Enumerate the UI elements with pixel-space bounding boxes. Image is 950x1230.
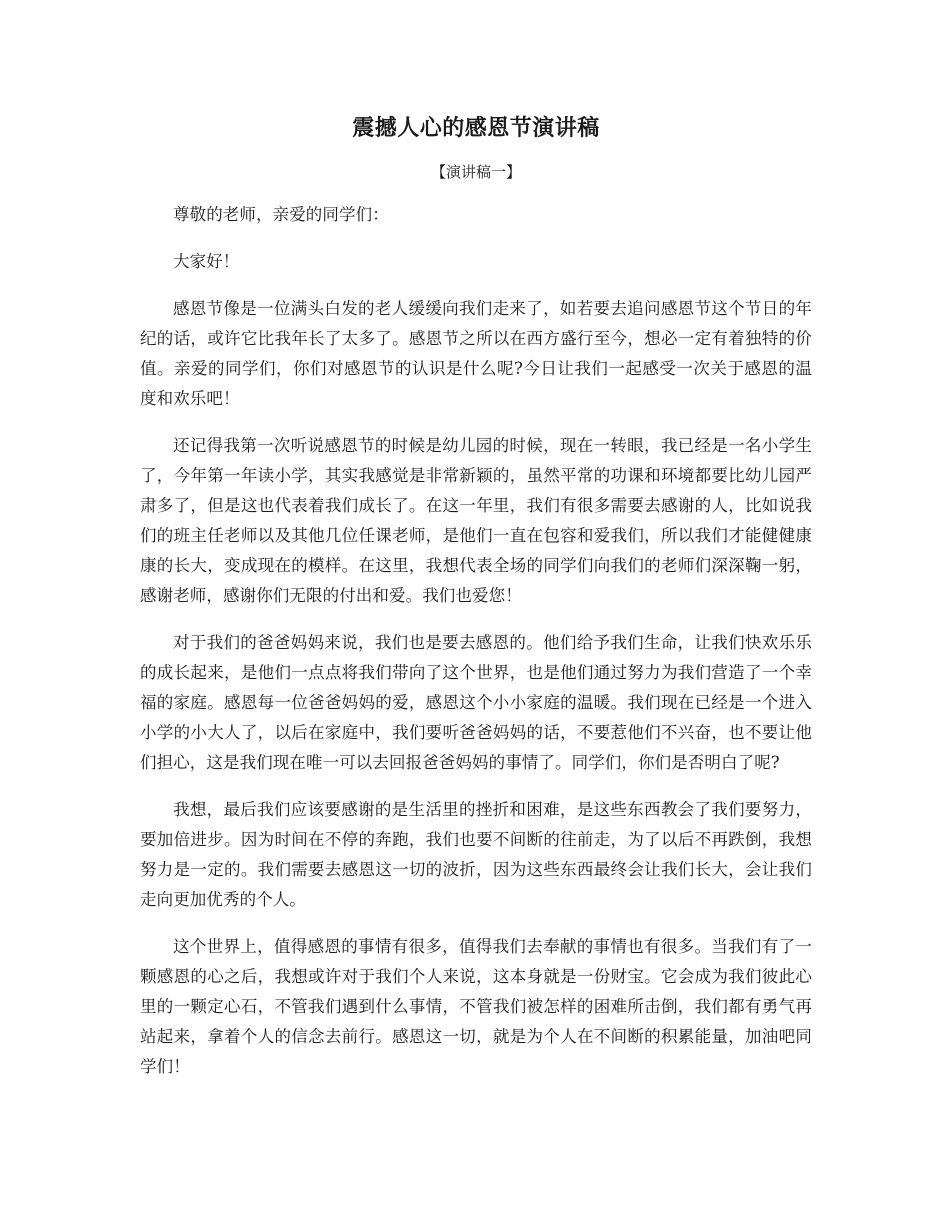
paragraph-body: 还记得我第一次听说感恩节的时候是幼儿园的时候，现在一转眼，我已经是一名小学生了，今年第一年读小学，其实我感觉是非常新颖的，虽然平常的功课和环境都要比幼儿园严肃多了，但是这也代表着我们成长了。在这一年里，我们有很多需要去感谢的人，比如说我们的班主任老师以及其他几位任课老师，是他们一直在包容和爱我们，所以我们才能健健康康的长大，变成现在的模样。在这里，我想代表全场的同学们向我们的老师们深深鞠一躬，感谢老师，感谢你们无限的付出和爱。我们也爱您！	[140, 436, 812, 605]
paragraph-salutation: 尊敬的老师，亲爱的同学们：	[173, 205, 389, 224]
document-page	[140, 110, 812, 1099]
paragraph-body: 对于我们的爸爸妈妈来说，我们也是要去感恩的。他们给予我们生命，让我们快欢乐乐的成长起来，是他们一点点将我们带向了这个世界，也是他们通过努力为我们营造了一个幸福的家庭。感恩每一位爸爸妈妈的爱，感恩这个小小家庭的温暖。我们现在已经是一个进入小学的小大人了，以后在家庭中，我们要听爸爸妈妈的话，不要惹他们不兴奋，也不要让他们担心，这是我们现在唯一可以去回报爸爸妈妈的事情了。同学们，你们是否明白了呢?	[140, 633, 812, 772]
paragraph-body: 这个世界上，值得感恩的事情有很多，值得我们去奉献的事情也有很多。当我们有了一颗感恩的心之后，我想或许对于我们个人来说，这本身就是一份财宝。它会成为我们彼此心里的一颗定心石，不管我们遇到什么事情，不管我们被怎样的困难所击倒，我们都有勇气再站起来，拿着个人的信念去前行。感恩这一切，就是为个人在不间断的积累能量，加油吧同学们！	[140, 937, 812, 1076]
paragraph-body: 感恩节像是一位满头白发的老人缓缓向我们走来了，如若要去追问感恩节这个节日的年纪的话，或许它比我年长了太多了。感恩节之所以在西方盛行至今，想必一定有着独特的价值。亲爱的同学们，你们对感恩节的认识是什么呢?今日让我们一起感受一次关于感恩的温度和欢乐吧！	[140, 299, 812, 408]
document-title: 震撼人心的感恩节演讲稿	[352, 115, 600, 141]
paragraph-greeting: 大家好！	[173, 252, 240, 271]
paragraph-body: 我想，最后我们应该要感谢的是生活里的挫折和困难，是这些东西教会了我们要努力，要加倍进步。因为时间在不停的奔跑，我们也要不间断的往前走，为了以后不再跌倒，我想努力是一定的。我们需要去感恩这一切的波折，因为这些东西最终会让我们长大，会让我们走向更加优秀的个人。	[140, 800, 812, 909]
document-subtitle: 【演讲稿一】	[430, 163, 521, 181]
